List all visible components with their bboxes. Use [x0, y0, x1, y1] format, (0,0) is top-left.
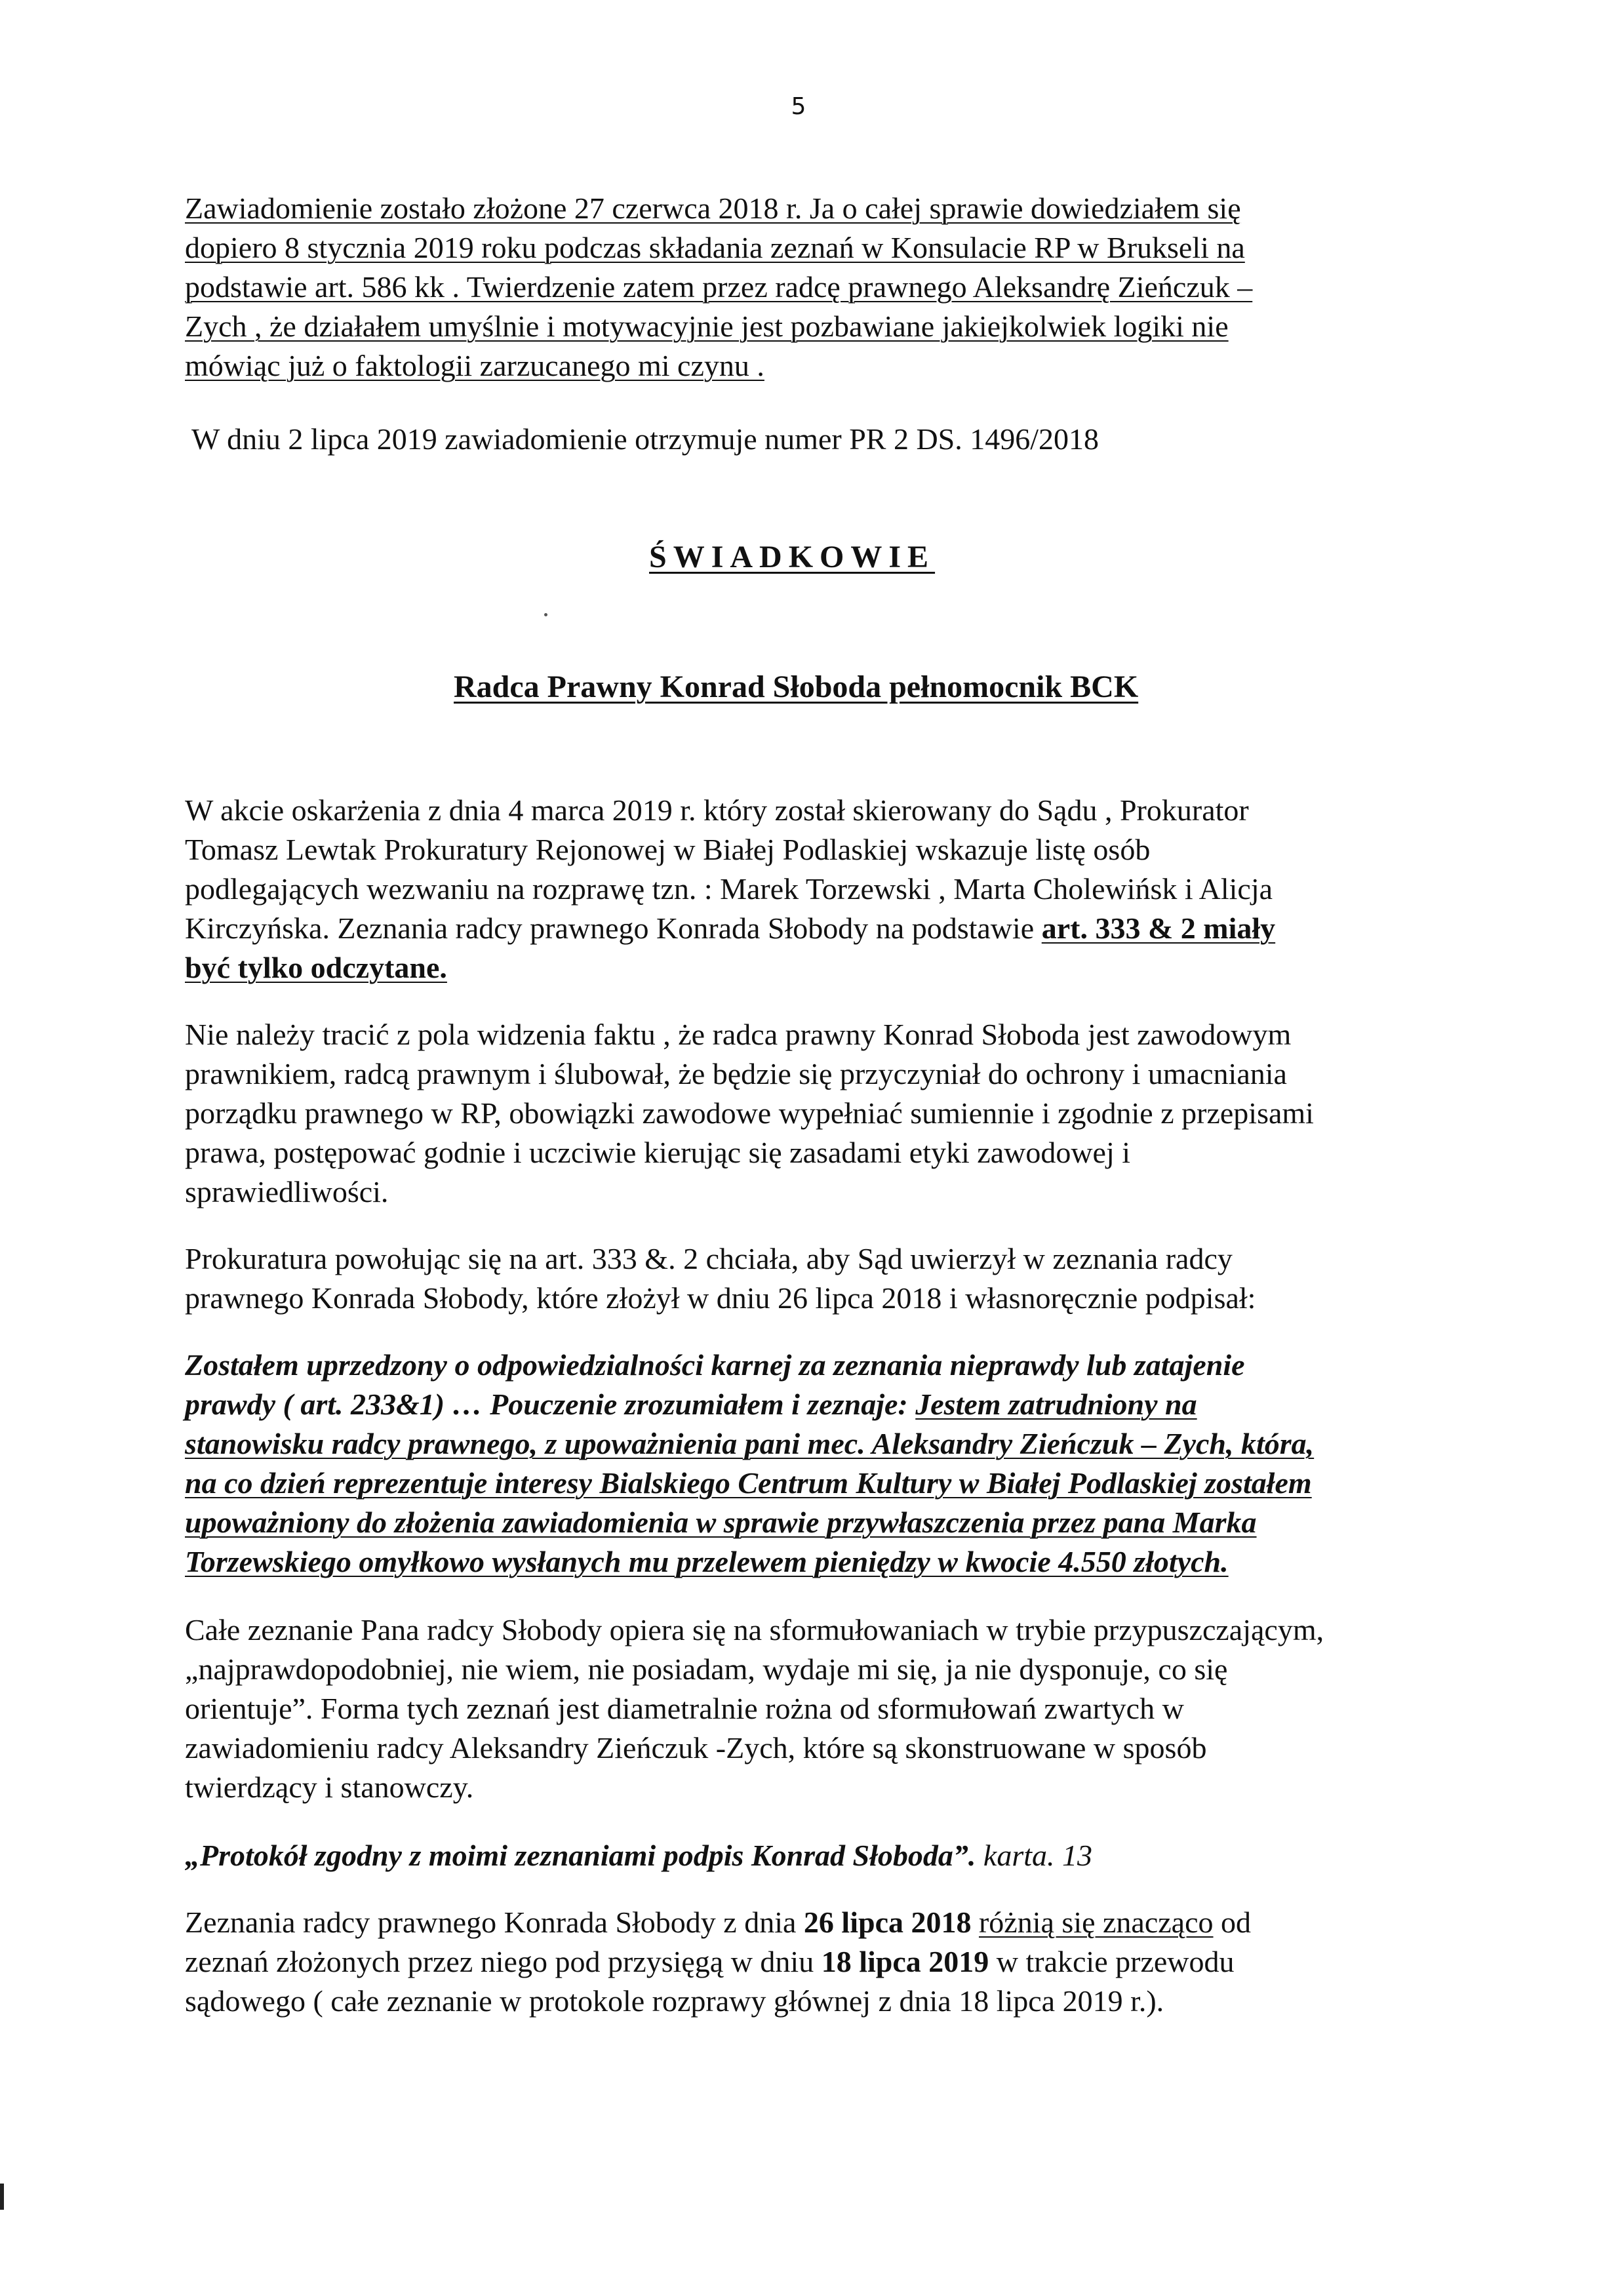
scan-edge-mark: [0, 2184, 4, 2210]
protocol-quote: „Protokół zgodny z moimi zeznaniami podpis Konrad Słoboda”.: [185, 1839, 976, 1872]
para6-text-e: od: [1213, 1906, 1252, 1939]
witnesses-heading: ŚWIADKOWIE: [649, 540, 936, 574]
para1-line-5: mówiąc już o faktologii zarzucanego mi czynu .: [185, 349, 764, 382]
quote-line-4: na co dzień reprezentuje interesy Bialskiego Centrum Kultury w Białej Podlaskiej zostałem: [185, 1466, 1312, 1500]
para1-line-1: Zawiadomienie zostało złożone 27 czerwca 2018 r. Ja o całej sprawie dowiedziałem się: [185, 191, 1241, 225]
para5-line-1: Całe zeznanie Pana radcy Słobody opiera się na sformułowaniach w trybie przypuszczającym,: [185, 1613, 1324, 1646]
para6-differ: różnią się znacząco: [978, 1906, 1214, 1939]
registration-note: W dniu 2 lipca 2019 zawiadomienie otrzymuje numer PR 2 DS. 1496/2018: [191, 422, 1099, 456]
para3-line-3: porządku prawnego w RP, obowiązki zawodowe wypełniać sumiennie i zgodnie z przepisami: [185, 1096, 1314, 1130]
para6-date-2019: 18 lipca 2019: [821, 1945, 989, 1978]
quote-line-1: Zostałem uprzedzony o odpowiedzialności karnej za zeznania nieprawdy lub zatajenie: [185, 1348, 1245, 1382]
quote-line-2-text: prawdy ( art. 233&1) … Pouczenie zrozumiałem i zeznaje:: [185, 1387, 916, 1421]
para5-line-5: twierdzący i stanowczy.: [185, 1770, 474, 1804]
para6-line-3: sądowego ( całe zeznanie w protokole rozprawy głównej z dnia 18 lipca 2019 r.).: [185, 1984, 1164, 2018]
para2-line-4: [185, 909, 1275, 948]
scan-speck: [544, 613, 547, 616]
quote-line-3: stanowisku radcy prawnego, z upoważnienia pani mec. Aleksandry Zieńczuk – Zych, która,: [185, 1427, 1315, 1460]
para3-line-1: Nie należy tracić z pola widzenia faktu , że radca prawny Konrad Słoboda jest zawodowym: [185, 1018, 1292, 1051]
page-number: 5: [791, 93, 806, 120]
para3-line-5: sprawiedliwości.: [185, 1175, 389, 1208]
para3-line-2: prawnikiem, radcą prawnym i ślubował, że będzie się przyczyniał do ochrony i umacniania: [185, 1057, 1287, 1090]
para1-line-4: Zych , że działałem umyślnie i motywacyjnie jest pozbawiane jakiejkolwiek logiki nie: [185, 309, 1229, 343]
para3-line-4: prawa, postępować godnie i uczciwie kierując się zasadami etyki zawodowej i: [185, 1136, 1131, 1169]
para4-line-1: Prokuratura powołując się na art. 333 &. 2 chciała, aby Sąd uwierzył w zeznania radcy: [185, 1242, 1233, 1275]
para6-space: [971, 1906, 979, 1939]
quote-line-2: [185, 1385, 1197, 1424]
para6-line-1: [185, 1903, 1251, 1942]
protocol-reference: karta. 13: [976, 1839, 1093, 1872]
para6-date-2018: 26 lipca 2018: [803, 1906, 972, 1939]
para6-text-f: zeznań złożonych przez niego pod przysięgą w dniu: [185, 1945, 822, 1978]
para2-line-5: być tylko odczytane.: [185, 951, 447, 984]
para2-line-3: podlegających wezwaniu na rozprawę tzn. : Marek Torzewski , Marta Cholewińsk i Alicja: [185, 872, 1273, 906]
para5-line-3: orientuje”. Forma tych zeznań jest diametralnie rożna od sformułowań zwartych w: [185, 1692, 1184, 1725]
quote-line-2-underlined: Jestem zatrudniony na: [915, 1387, 1197, 1421]
para2-line-4-text: Kirczyńska. Zeznania radcy prawnego Konrada Słobody na podstawie: [185, 911, 1042, 945]
witness-subheading: Radca Prawny Konrad Słoboda pełnomocnik BCK: [454, 669, 1139, 704]
para1-line-2: dopiero 8 stycznia 2019 roku podczas składania zeznań w Konsulacie RP w Brukseli na: [185, 231, 1245, 264]
para6-text-g: w trakcie przewodu: [989, 1945, 1235, 1978]
para1-line-3: podstawie art. 586 kk . Twierdzenie zatem przez radcę prawnego Aleksandrę Zieńczuk –: [185, 270, 1253, 304]
protocol-line: [185, 1836, 1092, 1875]
article-reference: art. 333 & 2 miały: [1041, 911, 1276, 945]
quote-line-6: Torzewskiego omyłkowo wysłanych mu przelewem pieniędzy w kwocie 4.550 złotych.: [185, 1545, 1229, 1578]
quote-line-5: upoważniony do złożenia zawiadomienia w sprawie przywłaszczenia przez pana Marka: [185, 1506, 1257, 1539]
para2-line-2: Tomasz Lewtak Prokuratury Rejonowej w Białej Podlaskiej wskazuje listę osób: [185, 833, 1151, 866]
para6-line-2: [185, 1942, 1235, 1982]
para6-text-a: Zeznania radcy prawnego Konrada Słobody z dnia: [185, 1906, 804, 1939]
para2-line-1: W akcie oskarżenia z dnia 4 marca 2019 r. który został skierowany do Sądu , Prokurator: [185, 793, 1249, 827]
para4-line-2: prawnego Konrada Słobody, które złożył w dniu 26 lipca 2018 i własnoręcznie podpisał:: [185, 1281, 1256, 1315]
para5-line-2: „najprawdopodobniej, nie wiem, nie posiadam, wydaje mi się, ja nie dysponuje, co się: [185, 1652, 1228, 1686]
para5-line-4: zawiadomieniu radcy Aleksandry Zieńczuk -Zych, które są skonstruowane w sposób: [185, 1731, 1207, 1765]
